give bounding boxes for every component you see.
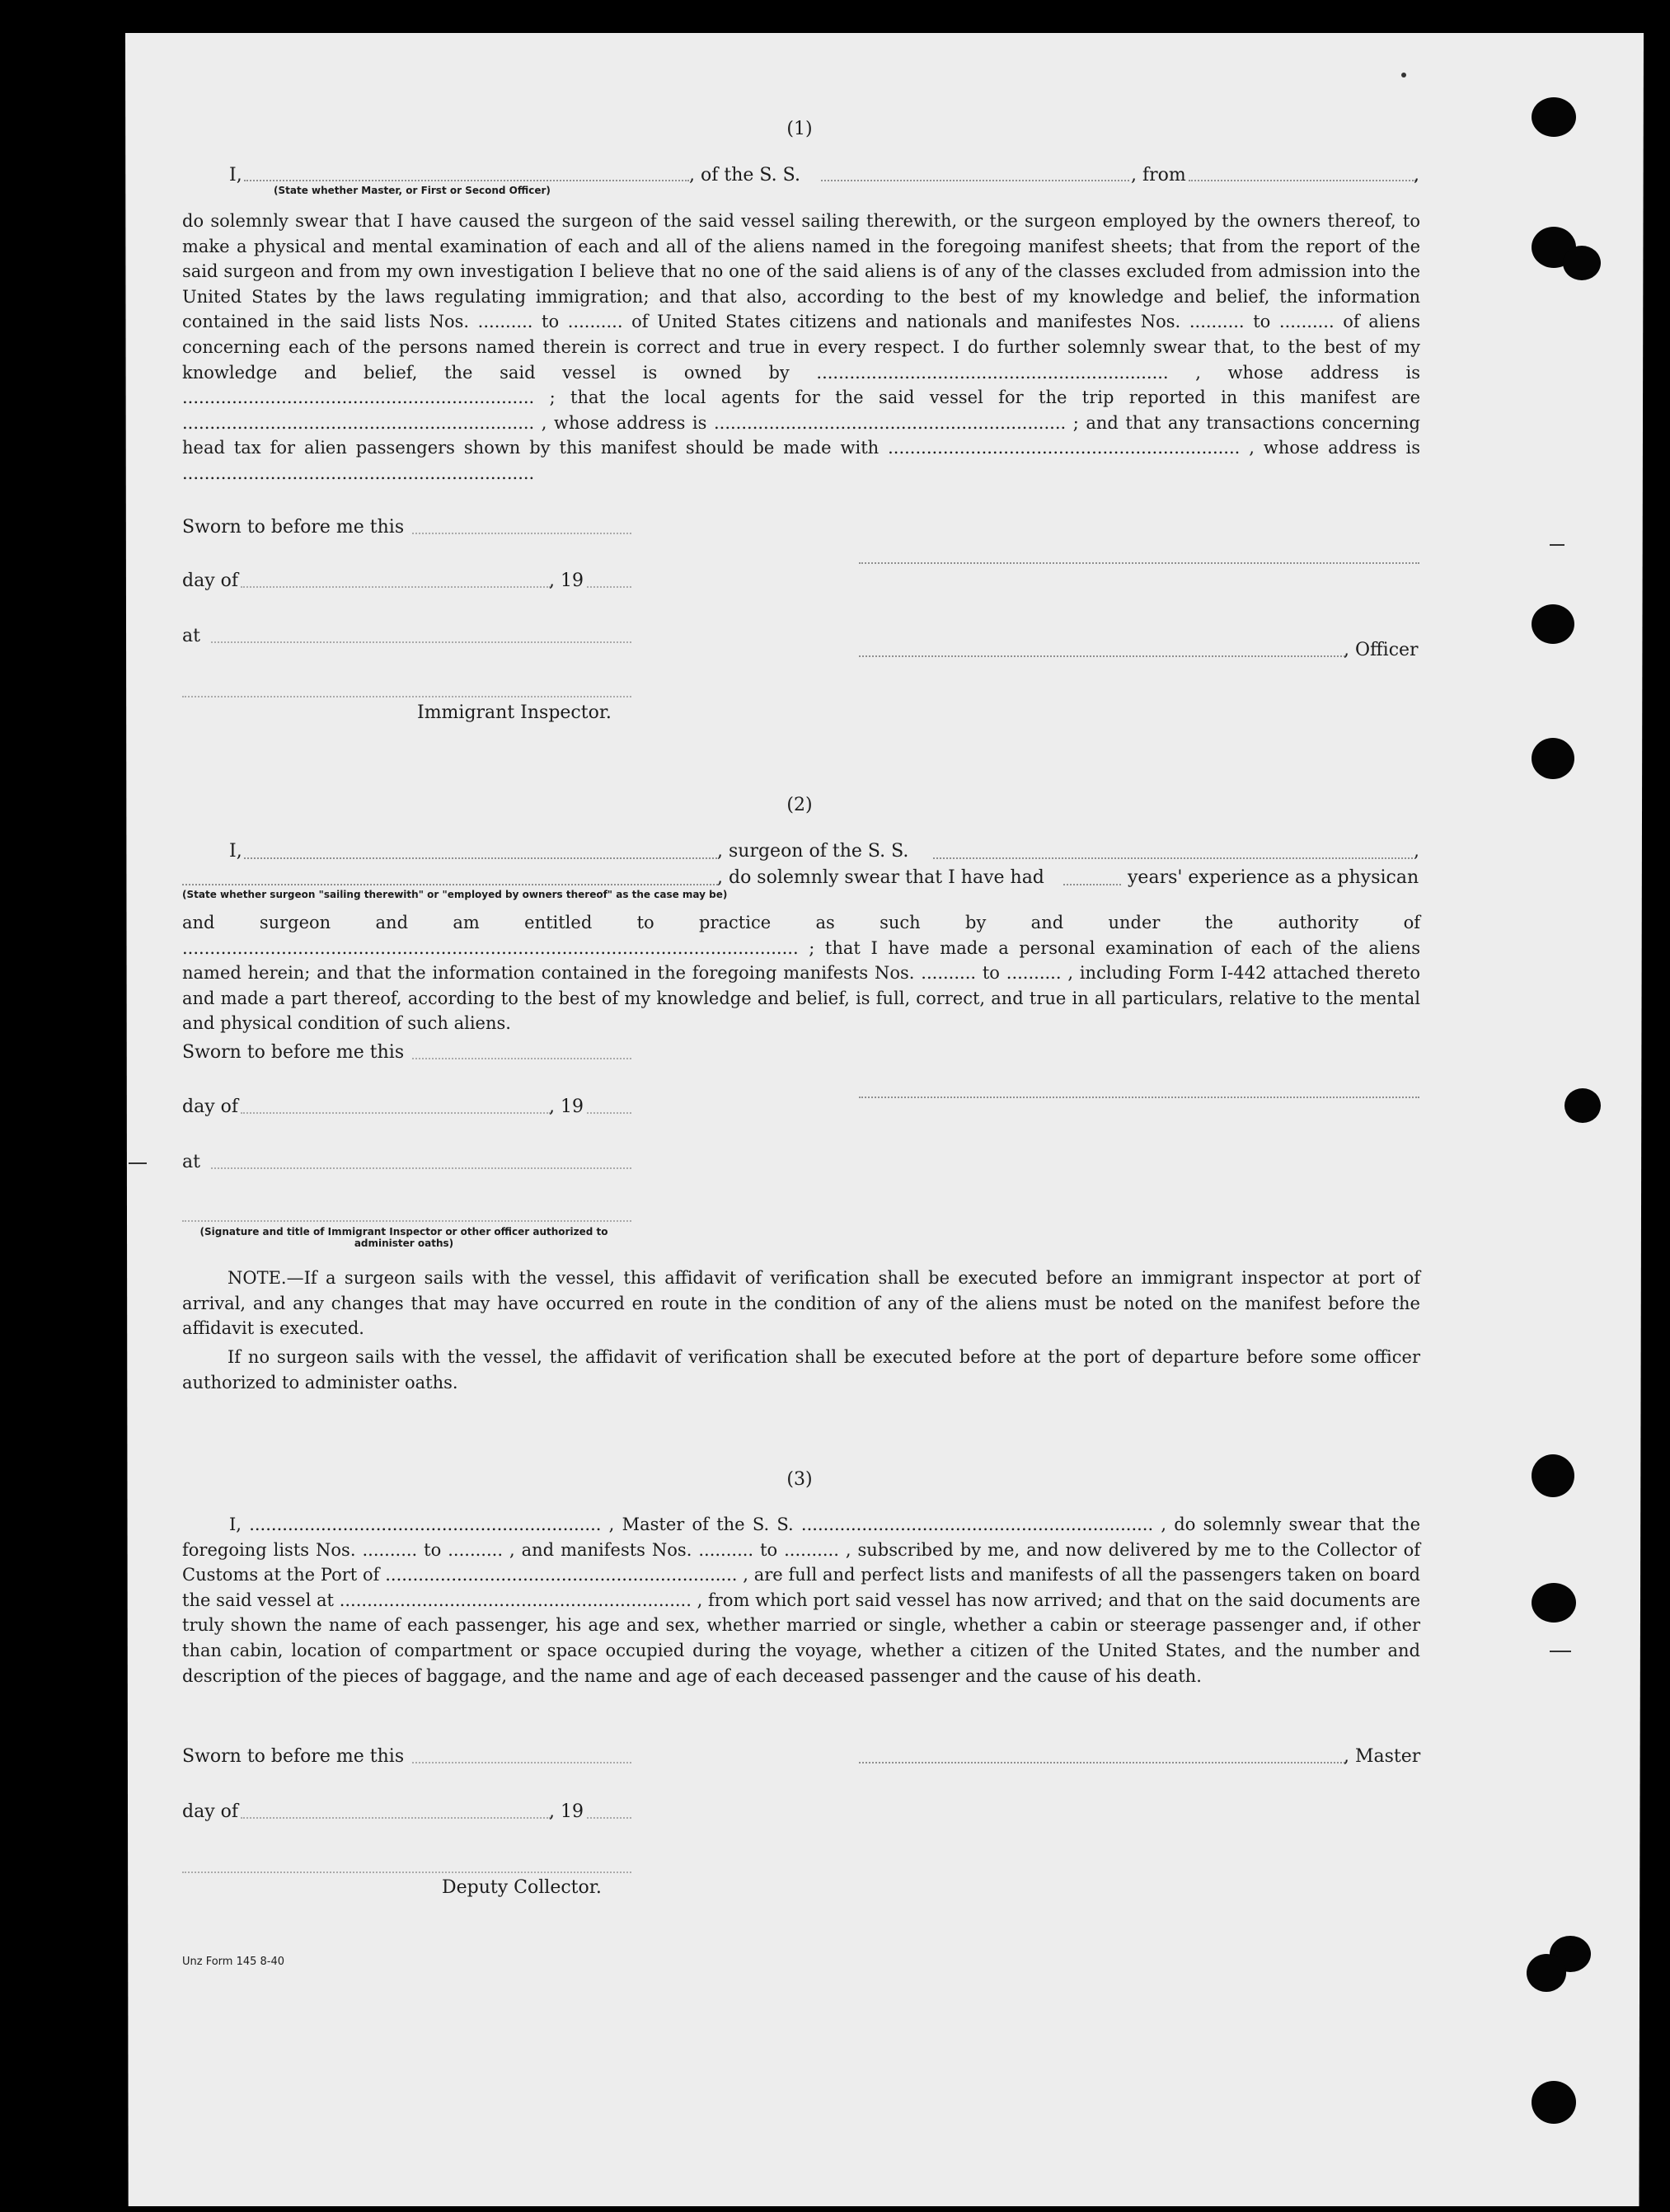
at-label: at bbox=[182, 1152, 200, 1172]
master-oath-text: I, ................................................................ , Master of the S. S. ................................................................ , do solemnly swear that the foregoing lists Nos. .......... to .......... , and manifests Nos. .......... to .......... , subscribed by me, and now delivered by me to the Collector of Customs at the Port of ................................................................ , are full and perfect lists and manifests of all the passengers taken on board the said vessel at ................................................................ , from which port said vessel has now arrived; and that on the said documents are truly shown the name of each passenger, his age and sex, whether married or single, whether a cabin or steerage passenger and, if other than cabin, location of compartment or space occupied during the voyage, whether a citizen of the United States, and the number and description of the pieces of baggage, and the name and age of each deceased passenger and the cause of his death. bbox=[182, 1515, 1420, 1686]
from-port-field[interactable] bbox=[1189, 180, 1416, 181]
sworn-date-field[interactable] bbox=[412, 533, 631, 534]
sworn-label: Sworn to before me this bbox=[182, 1746, 405, 1767]
officer-rank-note: (State whether Master, or First or Second Officer) bbox=[274, 185, 551, 196]
surgeon-status-field[interactable] bbox=[182, 884, 718, 885]
month-field[interactable] bbox=[241, 1112, 551, 1114]
year-field[interactable] bbox=[587, 586, 631, 588]
surgeon-signature-line[interactable] bbox=[859, 1097, 1419, 1098]
at-label: at bbox=[182, 626, 200, 646]
year-prefix: , 19 bbox=[549, 1801, 584, 1822]
officer-signature-line[interactable] bbox=[859, 562, 1419, 564]
punch-hole bbox=[1527, 1954, 1566, 1992]
punch-hole bbox=[1532, 97, 1576, 137]
day-of-label: day of bbox=[182, 571, 239, 591]
year-prefix: , 19 bbox=[549, 571, 584, 591]
oath-i-label: I, bbox=[229, 165, 242, 186]
swear-label: , do solemnly swear that I have had bbox=[717, 867, 1044, 888]
master-signature-line[interactable] bbox=[859, 1762, 1345, 1763]
punch-hole bbox=[1563, 246, 1601, 280]
officer-label: , Officer bbox=[1344, 640, 1419, 660]
surgeon-of-label: , surgeon of the S. S. bbox=[717, 841, 909, 862]
section-3-number: (3) bbox=[786, 1469, 813, 1490]
stray-mark bbox=[1401, 73, 1406, 77]
note-surgeon-sails: NOTE.—If a surgeon sails with the vessel, this affidavit of verification shall be executed before an immigrant inspector at port of arrival, and any changes that may have occurred en route in the condition of any of the aliens must be noted on the manifest before the affidavit is executed. bbox=[182, 1268, 1420, 1339]
form-number: Unz Form 145 8-40 bbox=[182, 1956, 285, 1968]
section-1-number: (1) bbox=[786, 119, 813, 139]
stray-mark bbox=[1550, 544, 1564, 546]
surgeon-affidavit-text: and surgeon and am entitled to practice as such by and under the authority of ................................................................................................................ ; that I have made a personal examination of each of the aliens named herein; and that the information contained in the foregoing manifests Nos. .......... to .......... , including Form I-442 attached thereto and made a part thereof, according to the best of my knowledge and belief, is full, correct, and true in all particulars, relative to the mental and physical condition of such aliens. bbox=[182, 913, 1420, 1034]
years-field[interactable] bbox=[1063, 884, 1121, 885]
master-label: , Master bbox=[1344, 1746, 1421, 1767]
sworn-date-field[interactable] bbox=[412, 1058, 631, 1059]
punch-hole bbox=[1564, 1088, 1601, 1123]
vessel-name-field[interactable] bbox=[821, 180, 1129, 181]
month-field[interactable] bbox=[241, 1817, 551, 1819]
sworn-date-field[interactable] bbox=[412, 1762, 631, 1763]
sworn-label: Sworn to before me this bbox=[182, 1042, 405, 1063]
section-2-number: (2) bbox=[786, 795, 813, 815]
at-place-field[interactable] bbox=[211, 641, 631, 643]
day-of-label: day of bbox=[182, 1801, 239, 1822]
note-no-surgeon: If no surgeon sails with the vessel, the affidavit of verification shall be executed before at the port of departure before some officer authorized to administer oaths. bbox=[182, 1347, 1420, 1392]
punch-hole bbox=[1532, 604, 1574, 644]
punch-hole bbox=[1532, 2081, 1576, 2124]
signature-title-note: (Signature and title of Immigrant Inspector or other officer authorized to administer oaths) bbox=[199, 1226, 608, 1249]
punch-hole bbox=[1532, 738, 1574, 779]
oath-i-label: I, bbox=[229, 841, 242, 862]
of-ss-label: , of the S. S. bbox=[689, 165, 800, 186]
sworn-label: Sworn to before me this bbox=[182, 517, 405, 538]
stray-mark bbox=[1550, 1651, 1571, 1652]
year-prefix: , 19 bbox=[549, 1097, 584, 1117]
officer-title-line[interactable] bbox=[859, 655, 1345, 657]
inspector-signature-line[interactable] bbox=[182, 1220, 631, 1222]
experience-label: years' experience as a physican bbox=[1128, 867, 1419, 888]
collector-signature-line[interactable] bbox=[182, 1872, 631, 1873]
surgeon-vessel-field[interactable] bbox=[933, 857, 1413, 859]
inspector-label: Immigrant Inspector. bbox=[417, 702, 612, 723]
collector-label: Deputy Collector. bbox=[442, 1877, 602, 1898]
year-field[interactable] bbox=[587, 1112, 631, 1114]
punch-hole bbox=[1532, 1454, 1574, 1497]
month-field[interactable] bbox=[241, 586, 551, 588]
master-affidavit-text: do solemnly swear that I have caused the surgeon of the said vessel sailing therewith, or the surgeon employed by the owners thereof, to make a physical and mental examination of each and all of the aliens named in the foregoing manifest sheets; that from the report of the said surgeon and from my own investigation I believe that no one of the said aliens is of any of the classes excluded from admission into the United States by the laws regulating immigration; and that also, according to the best of my knowledge and belief, the information contained in the said lists Nos. .......... to .......... of United States citizens and nationals and manifestes Nos. .......... to .......... of aliens concerning each of the persons named therein is correct and true in every respect. I do further solemnly swear that, to the best of my knowledge and belief, the said vessel is owned by ................................................................ , whose address is ................................................................ ; that the local agents for the said vessel for the trip reported in this manifest are ................................................................ , whose address is ................................................................ ; and that any transactions concerning head tax for alien passengers shown by this manifest should be made with ................................................................ , whose address is ................................................................ bbox=[182, 211, 1420, 483]
officer-name-field[interactable] bbox=[244, 180, 689, 181]
stray-mark bbox=[129, 1162, 147, 1164]
at-place-field[interactable] bbox=[211, 1167, 631, 1169]
surgeon-status-note: (State whether surgeon "sailing therewith" or "employed by owners thereof" as the case may be) bbox=[182, 889, 728, 900]
day-of-label: day of bbox=[182, 1097, 239, 1117]
from-label: , from bbox=[1131, 165, 1186, 186]
inspector-signature-line[interactable] bbox=[182, 696, 631, 697]
punch-hole bbox=[1532, 1583, 1576, 1623]
surgeon-name-field[interactable] bbox=[244, 857, 717, 859]
year-field[interactable] bbox=[587, 1817, 631, 1819]
